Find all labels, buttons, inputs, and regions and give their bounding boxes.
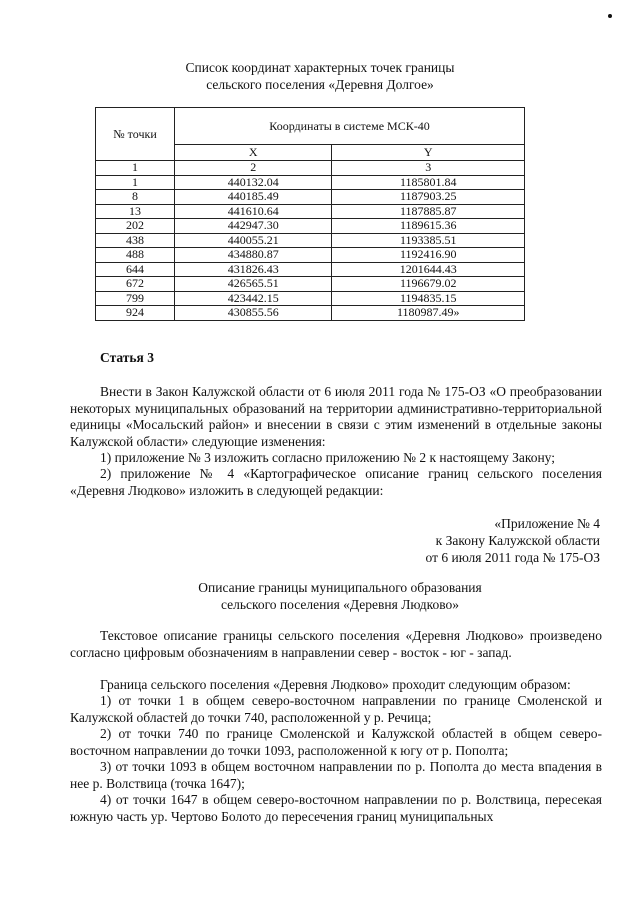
- description-title-line2: сельского поселения «Деревня Людково»: [220, 597, 460, 612]
- description-p3: 1) от точки 1 в общем северо-восточном направлении по границе Смоленской и Калужской областей до точки 740, расположенной у р. Речица;: [70, 693, 602, 725]
- description-p1: Текстовое описание границы сельского поселения «Деревня Людково» произведено согласно цифровым обозначениям в направлении север - восток - юг - запад.: [70, 628, 602, 660]
- appendix-line2: к Закону Калужской области: [435, 533, 600, 548]
- column-header-x: X: [175, 145, 332, 161]
- x-cell: 440185.49: [175, 190, 332, 205]
- description-p2: Граница сельского поселения «Деревня Людково» проходит следующим образом:: [100, 677, 571, 692]
- y-cell: 1187885.87: [332, 204, 525, 219]
- appendix-line1: «Приложение № 4: [494, 516, 600, 531]
- point-cell: 799: [96, 291, 175, 306]
- article-intro: Внести в Закон Калужской области от 6 июля 2011 года № 175-ОЗ «О преобразовании некоторых муниципальных образований на территории административно-территориальной единицы «Мосальский район» и внесении в связи с этим изменений в отдельные законы Калужской области» следующие изменения:: [70, 384, 602, 449]
- y-cell: 1180987.49»: [332, 306, 525, 321]
- table-title-line2: сельского поселения «Деревня Долгое»: [206, 77, 434, 92]
- x-cell: 441610.64: [175, 204, 332, 219]
- table-row: [96, 277, 525, 292]
- table-row: [96, 204, 525, 219]
- table-row: [96, 175, 525, 190]
- column-header-y: Y: [332, 145, 525, 161]
- article-heading: Статья 3: [100, 350, 154, 365]
- point-cell: 8: [96, 190, 175, 205]
- column-header-system: Координаты в системе МСК-40: [175, 108, 525, 145]
- point-cell: 438: [96, 233, 175, 248]
- description-p5: 3) от точки 1093 в общем восточном направлении по р. Пополта до места впадения в нее р. Волствица (точка 1647);: [70, 759, 602, 791]
- table-row: [96, 219, 525, 234]
- x-cell: 440055.21: [175, 233, 332, 248]
- y-cell: 1194835.15: [332, 291, 525, 306]
- table-row: [96, 262, 525, 277]
- appendix-line3: от 6 июля 2011 года № 175-ОЗ: [425, 550, 600, 565]
- y-cell: 1193385.51: [332, 233, 525, 248]
- description-p4: 2) от точки 740 по границе Смоленской и Калужской областей в общем северо-восточном направлении до точки 1093, расположенной к югу от р. Пополта;: [70, 726, 602, 758]
- point-cell: 202: [96, 219, 175, 234]
- table-row: [96, 306, 525, 321]
- index-cell: 3: [332, 161, 525, 176]
- index-cell: 2: [175, 161, 332, 176]
- point-cell: 13: [96, 204, 175, 219]
- x-cell: 430855.56: [175, 306, 332, 321]
- table-row: [96, 291, 525, 306]
- x-cell: 442947.30: [175, 219, 332, 234]
- article-item-2: 2) приложение № 4 «Картографическое описание границ сельского поселения «Деревня Людково» изложить в следующей редакции:: [70, 466, 602, 498]
- y-cell: 1196679.02: [332, 277, 525, 292]
- index-row: [96, 161, 525, 176]
- table-title-line1: Список координат характерных точек границы: [185, 60, 455, 75]
- x-cell: 426565.51: [175, 277, 332, 292]
- point-cell: 644: [96, 262, 175, 277]
- point-cell: 1: [96, 175, 175, 190]
- index-cell: 1: [96, 161, 175, 176]
- y-cell: 1201644.43: [332, 262, 525, 277]
- y-cell: 1185801.84: [332, 175, 525, 190]
- table-row: [96, 233, 525, 248]
- point-cell: 924: [96, 306, 175, 321]
- point-cell: 672: [96, 277, 175, 292]
- y-cell: 1187903.25: [332, 190, 525, 205]
- point-cell: 488: [96, 248, 175, 263]
- column-header-point: № точки: [96, 108, 175, 161]
- description-p6: 4) от точки 1647 в общем северо-восточном направлении по р. Волствица, пересекая южную часть ур. Чертово Болото до пересечения границ муниципальных: [70, 792, 602, 824]
- scan-dot: [608, 14, 612, 18]
- x-cell: 423442.15: [175, 291, 332, 306]
- coordinates-table: [95, 107, 525, 321]
- article-item-1: 1) приложение № 3 изложить согласно приложению № 2 к настоящему Закону;: [100, 450, 555, 465]
- description-title-line1: Описание границы муниципального образования: [198, 580, 482, 595]
- table-row: [96, 190, 525, 205]
- y-cell: 1189615.36: [332, 219, 525, 234]
- x-cell: 431826.43: [175, 262, 332, 277]
- y-cell: 1192416.90: [332, 248, 525, 263]
- table-row: [96, 248, 525, 263]
- x-cell: 440132.04: [175, 175, 332, 190]
- x-cell: 434880.87: [175, 248, 332, 263]
